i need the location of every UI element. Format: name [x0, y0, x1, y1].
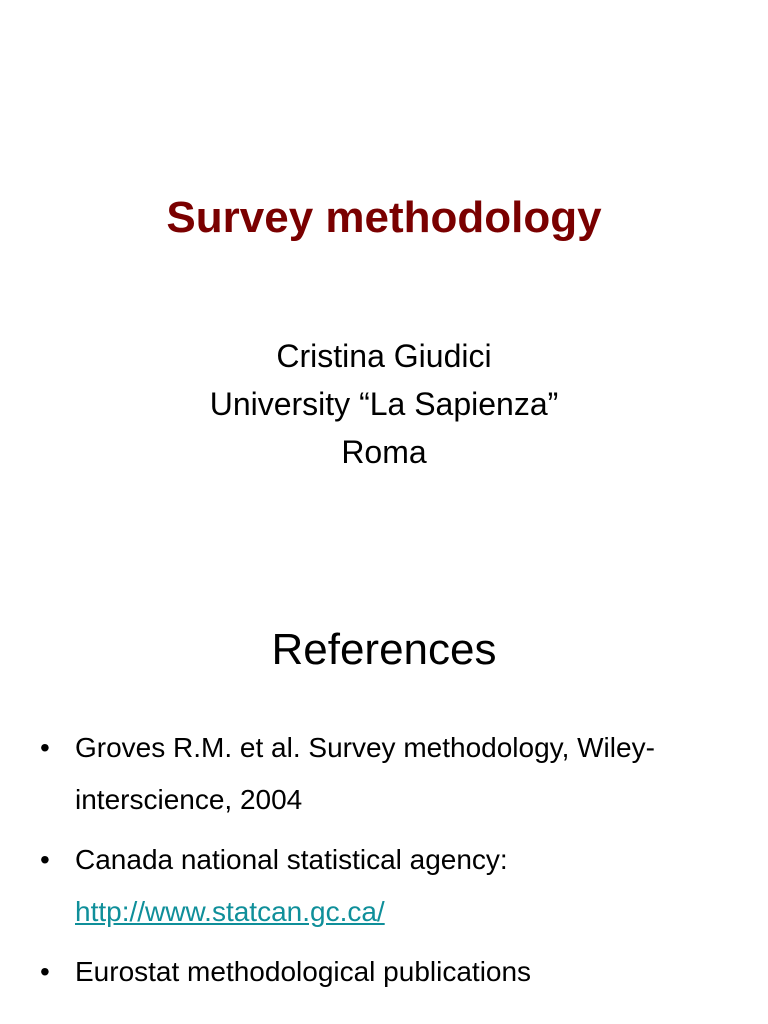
references-list	[0, 722, 768, 1006]
reference-item	[0, 834, 768, 938]
bullet-icon: •	[40, 956, 50, 987]
slide-title: Survey methodology	[166, 193, 602, 242]
statcan-link[interactable]: http://www.statcan.gc.ca/	[75, 896, 385, 927]
bullet-icon: •	[40, 844, 50, 875]
reference-text: Groves R.M. et al. Survey methodology, Wiley-interscience, 2004	[75, 732, 655, 815]
author-block	[0, 332, 768, 476]
author-affiliation: University “La Sapienza”	[209, 386, 559, 422]
author-name: Cristina Giudici	[276, 338, 492, 374]
references-title: References	[271, 625, 497, 674]
reference-item	[0, 722, 768, 826]
author-city: Roma	[341, 434, 427, 470]
reference-text: Canada national statistical agency:	[75, 844, 508, 875]
bullet-icon: •	[40, 732, 50, 763]
reference-text: Eurostat methodological publications	[75, 956, 532, 987]
reference-item	[0, 946, 768, 998]
